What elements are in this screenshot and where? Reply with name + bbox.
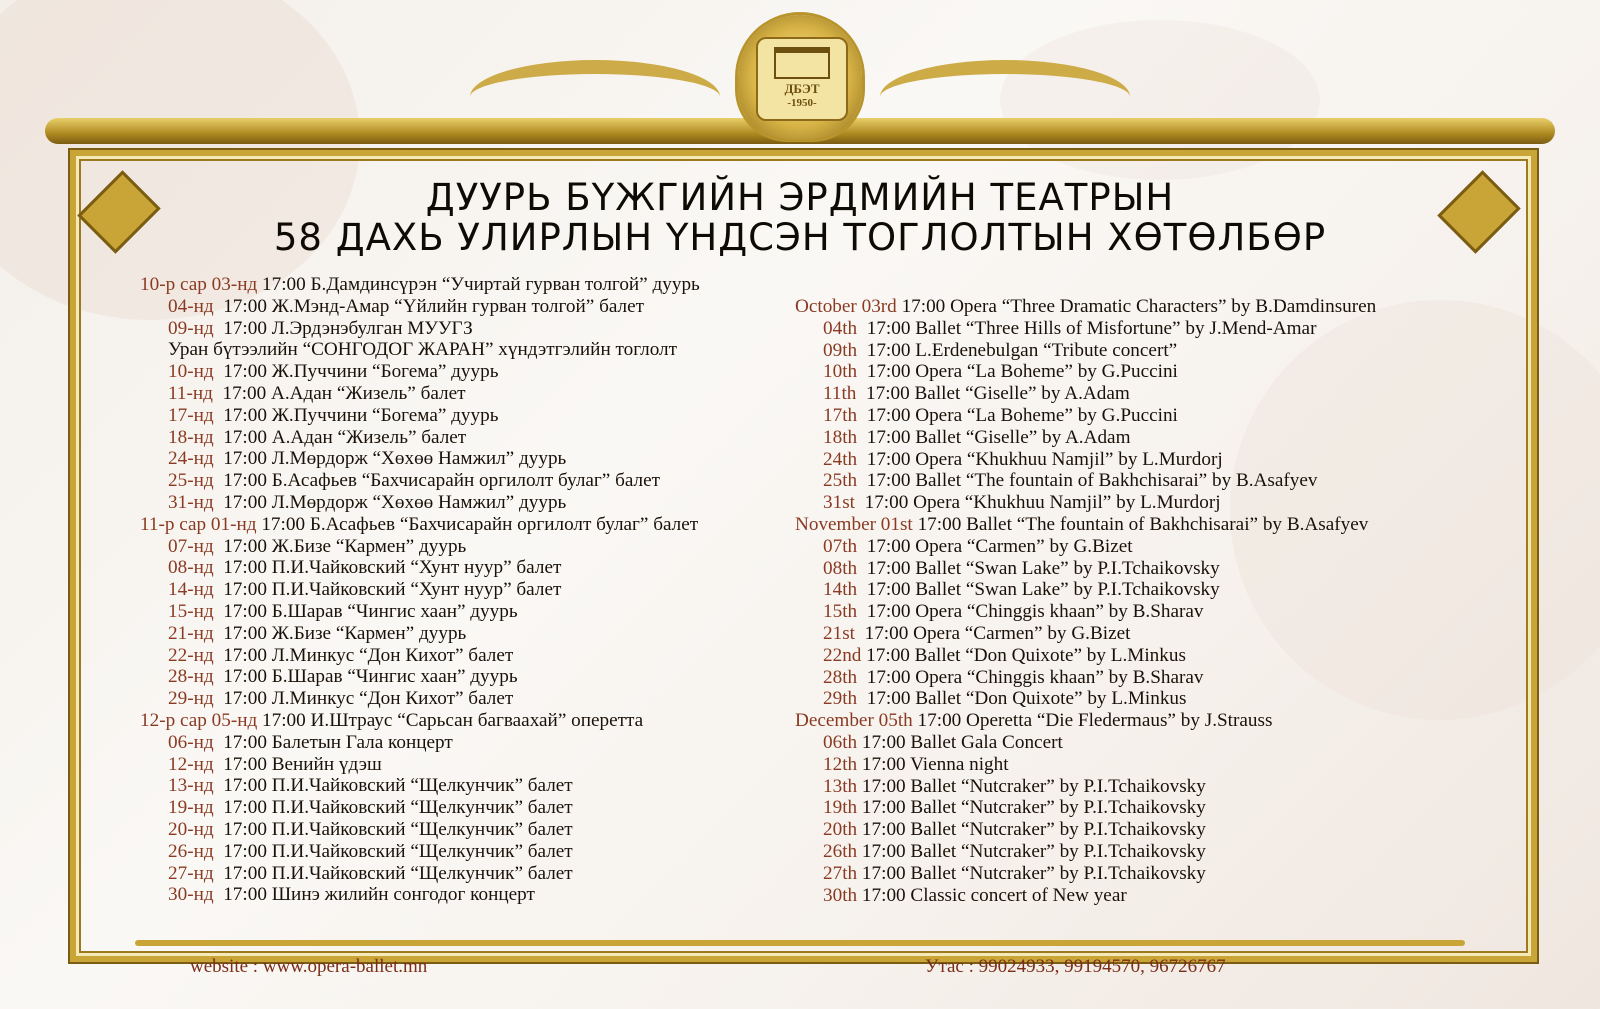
schedule-mongolian xyxy=(140,274,700,906)
schedule-event: 17:00 Ballet “The fountain of Bakhchisarai” by B.Asafyev xyxy=(857,470,1318,492)
schedule-row xyxy=(795,536,1376,558)
schedule-row xyxy=(795,601,1376,623)
schedule-event: 17:00 Opera “Khukhuu Namjil” by L.Murdorj xyxy=(855,492,1221,514)
schedule-row xyxy=(795,449,1376,471)
schedule-event: 17:00 П.И.Чайковский “Щелкунчик” балет xyxy=(213,797,573,819)
schedule-row xyxy=(140,448,700,470)
schedule-event: 17:00 Л.Эрдэнэбулган МУУГЗ xyxy=(213,317,473,339)
schedule-event: 17:00 Б.Асафьев “Бахчисарайн оргилолт булаг” балет xyxy=(256,513,699,535)
schedule-date: 04th xyxy=(823,317,858,339)
schedule-date: 31st xyxy=(823,492,855,514)
schedule-event: 17:00 Opera “Carmen” by G.Bizet xyxy=(857,535,1133,557)
schedule-date: 18th xyxy=(823,426,858,448)
footer-phone: Утас : 99024933, 99194570, 96726767 xyxy=(925,956,1226,977)
schedule-date: 08th xyxy=(823,557,858,579)
schedule-event: 17:00 Ж.Пуччини “Богема” дуурь xyxy=(213,404,499,426)
schedule-event: 17:00 Opera “La Boheme” by G.Puccini xyxy=(857,361,1178,383)
schedule-event: 17:00 Ballet “Giselle” by A.Adam xyxy=(856,383,1130,405)
schedule-row xyxy=(140,514,700,536)
schedule-row xyxy=(140,863,700,885)
schedule-date: 29th xyxy=(823,688,858,710)
theatre-crest-logo xyxy=(738,15,862,139)
schedule-event: 17:00 П.И.Чайковский “Щелкунчик” балет xyxy=(213,818,573,840)
schedule-event: 17:00 Ballet “Nutcraker” by P.I.Tchaikovsky xyxy=(857,819,1206,841)
schedule-event: 17:00 Ballet “Giselle” by A.Adam xyxy=(857,426,1131,448)
schedule-date: 24-нд xyxy=(168,448,214,470)
schedule-event: 17:00 Ballet Gala Concert xyxy=(857,731,1063,753)
schedule-event: 17:00 Opera “Carmen” by G.Bizet xyxy=(855,622,1131,644)
frame-bottom-bar xyxy=(135,940,1465,946)
schedule-date: 11th xyxy=(823,383,857,405)
schedule-date: 08-нд xyxy=(168,557,214,579)
schedule-date: 22nd xyxy=(823,644,862,666)
schedule-event: 17:00 Л.Мөрдорж “Хөхөө Намжил” дуурь xyxy=(213,491,567,513)
schedule-date: December 05th xyxy=(795,710,913,732)
schedule-row xyxy=(795,296,1376,318)
schedule-row xyxy=(140,688,700,710)
schedule-date: 07-нд xyxy=(168,535,214,557)
schedule-date: 25th xyxy=(823,470,858,492)
schedule-row xyxy=(140,557,700,579)
schedule-date: 10th xyxy=(823,361,858,383)
schedule-date: 20th xyxy=(823,819,858,841)
schedule-date: 11-р сар 01-нд xyxy=(140,513,257,535)
schedule-event: 17:00 Ballet “Nutcraker” by P.I.Tchaikovsky xyxy=(857,840,1206,862)
schedule-date: 19th xyxy=(823,797,858,819)
schedule-date: 10-р сар 03-нд xyxy=(140,274,258,295)
schedule-date: 06th xyxy=(823,731,858,753)
schedule-row xyxy=(795,863,1376,885)
right-ornament xyxy=(880,60,1130,134)
schedule-date: October 03rd xyxy=(795,296,897,317)
schedule-event: 17:00 Балетын Гала концерт xyxy=(213,731,453,753)
schedule-event: 17:00 Vienna night xyxy=(857,753,1009,775)
schedule-row xyxy=(795,667,1376,689)
schedule-date: 12th xyxy=(823,753,858,775)
schedule-event: 17:00 П.И.Чайковский “Щелкунчик” балет xyxy=(213,862,573,884)
schedule-row xyxy=(140,841,700,863)
schedule-date: 27-нд xyxy=(168,862,214,884)
schedule-row xyxy=(795,645,1376,667)
schedule-event: 17:00 П.И.Чайковский “Хунт нуур” балет xyxy=(213,579,562,601)
schedule-event: 17:00 Б.Шарав “Чингис хаан” дуурь xyxy=(213,666,518,688)
schedule-date: 18-нд xyxy=(168,426,214,448)
schedule-date: 04-нд xyxy=(168,295,214,317)
schedule-date: 21st xyxy=(823,622,855,644)
schedule-date: 13th xyxy=(823,775,858,797)
schedule-date: 15-нд xyxy=(168,600,214,622)
schedule-row xyxy=(795,340,1376,362)
schedule-date: 26-нд xyxy=(168,840,214,862)
schedule-date: November 01st xyxy=(795,513,913,535)
schedule-date: 28-нд xyxy=(168,666,214,688)
schedule-event: 17:00 Ballet “Don Quixote” by L.Minkus xyxy=(857,688,1187,710)
schedule-row xyxy=(795,427,1376,449)
schedule-row xyxy=(795,754,1376,776)
schedule-row xyxy=(795,492,1376,514)
schedule-event: 17:00 Л.Мөрдорж “Хөхөө Намжил” дуурь xyxy=(213,448,567,470)
schedule-row xyxy=(140,383,700,405)
schedule-event: 17:00 П.И.Чайковский “Щелкунчик” балет xyxy=(213,840,573,862)
schedule-event: 17:00 Б.Асафьев “Бахчисарайн оргилолт булаг” балет xyxy=(213,470,661,492)
schedule-row xyxy=(140,666,700,688)
schedule-row xyxy=(795,732,1376,754)
schedule-date: 27th xyxy=(823,862,858,884)
schedule-event: 17:00 Венийн үдэш xyxy=(213,753,382,775)
schedule-event: 17:00 Шинэ жилийн сонгодог концерт xyxy=(213,884,535,906)
schedule-event: 17:00 Ballet “Don Quixote” by L.Minkus xyxy=(861,644,1186,666)
schedule-row xyxy=(795,623,1376,645)
schedule-row xyxy=(795,885,1376,907)
schedule-date: 31-нд xyxy=(168,491,214,513)
schedule-event: 17:00 Opera “Chinggis khaan” by B.Sharav xyxy=(857,666,1204,688)
crest-emblem xyxy=(756,37,848,121)
schedule-date: 13-нд xyxy=(168,775,214,797)
schedule-date: 12-нд xyxy=(168,753,214,775)
schedule-date: 28th xyxy=(823,666,858,688)
schedule-event: 17:00 Ж.Бизе “Кармен” дуурь xyxy=(213,622,467,644)
schedule-date: 30-нд xyxy=(168,884,214,906)
schedule-event: 17:00 А.Адан “Жизель” балет xyxy=(213,426,467,448)
schedule-row xyxy=(140,623,700,645)
schedule-row xyxy=(795,514,1376,536)
schedule-event: 17:00 Ballet “Nutcraker” by P.I.Tchaikovsky xyxy=(857,775,1206,797)
schedule-row xyxy=(140,274,700,296)
schedule-event: 17:00 Л.Минкус “Дон Кихот” балет xyxy=(213,688,514,710)
schedule-event: 17:00 Ballet “Three Hills of Misfortune” by J.Mend-Amar xyxy=(857,317,1317,339)
schedule-date: 14-нд xyxy=(168,579,214,601)
schedule-row xyxy=(795,318,1376,340)
schedule-event: 17:00 Ballet “Nutcraker” by P.I.Tchaikovsky xyxy=(857,797,1206,819)
schedule-event: 17:00 Ballet “Swan Lake” by P.I.Tchaikovsky xyxy=(857,557,1220,579)
schedule-date: 09th xyxy=(823,339,858,361)
schedule-row xyxy=(140,797,700,819)
schedule-english xyxy=(795,296,1376,906)
schedule-row xyxy=(140,710,700,732)
schedule-event: 17:00 Ж.Бизе “Кармен” дуурь xyxy=(213,535,467,557)
schedule-row xyxy=(795,361,1376,383)
schedule-event: 17:00 Opera “La Boheme” by G.Puccini xyxy=(857,404,1178,426)
schedule-row xyxy=(795,819,1376,841)
schedule-row xyxy=(795,841,1376,863)
page-title-line1: ДУУРЬ БҮЖГИЙН ЭРДМИЙН ТЕАТРЫН xyxy=(425,176,1175,219)
schedule-row xyxy=(140,361,700,383)
schedule-row xyxy=(140,339,700,361)
schedule-event: 17:00 Classic concert of New year xyxy=(857,884,1127,906)
building-icon xyxy=(774,47,830,79)
schedule-event: 17:00 А.Адан “Жизель” балет xyxy=(212,382,466,404)
schedule-event: Уран бүтээлийн “СОНГОДОГ ЖАРАН” хүндэтгэлийн тоглолт xyxy=(168,339,678,361)
schedule-date: 30th xyxy=(823,884,858,906)
schedule-row xyxy=(795,405,1376,427)
schedule-date: 12-р сар 05-нд xyxy=(140,709,258,731)
schedule-row xyxy=(795,558,1376,580)
schedule-date: 24th xyxy=(823,448,858,470)
schedule-event: 17:00 Opera “Khukhuu Namjil” by L.Murdorj xyxy=(857,448,1223,470)
schedule-event: 17:00 Operetta “Die Fledermaus” by J.Strauss xyxy=(912,710,1273,732)
schedule-date: 06-нд xyxy=(168,731,214,753)
schedule-event: 17:00 Opera “Three Dramatic Characters” by B.Damdinsuren xyxy=(896,296,1377,317)
schedule-row xyxy=(795,710,1376,732)
crest-year: -1950- xyxy=(787,97,817,109)
schedule-row xyxy=(140,884,700,906)
schedule-row xyxy=(140,579,700,601)
schedule-row xyxy=(140,775,700,797)
schedule-event: 17:00 Б.Дамдинсүрэн “Учиртай гурван толгой” дуурь xyxy=(257,274,700,295)
schedule-row xyxy=(140,536,700,558)
schedule-row xyxy=(140,819,700,841)
schedule-row xyxy=(140,645,700,667)
schedule-date: 11-нд xyxy=(168,382,213,404)
schedule-event: 17:00 L.Erdenebulgan “Tribute concert” xyxy=(857,339,1178,361)
schedule-date: 15th xyxy=(823,601,858,623)
schedule-row xyxy=(140,405,700,427)
schedule-event: 17:00 И.Штраус “Сарьсан багваахай” оперетта xyxy=(257,709,644,731)
schedule-event: 17:00 Ж.Мэнд-Амар “Үйлийн гурван толгой” балет xyxy=(213,295,644,317)
schedule-row xyxy=(140,601,700,623)
schedule-date: 09-нд xyxy=(168,317,214,339)
schedule-date: 25-нд xyxy=(168,470,214,492)
page-title-line2: 58 ДАХЬ УЛИРЛЫН ҮНДСЭН ТОГЛОЛТЫН ХӨТӨЛБӨР xyxy=(273,216,1327,259)
schedule-event: 17:00 Ballet “Swan Lake” by P.I.Tchaikovsky xyxy=(857,579,1220,601)
schedule-row xyxy=(140,754,700,776)
schedule-row xyxy=(795,470,1376,492)
schedule-date: 10-нд xyxy=(168,361,214,383)
schedule-event: 17:00 П.И.Чайковский “Хунт нуур” балет xyxy=(213,557,562,579)
schedule-date: 26th xyxy=(823,840,858,862)
schedule-row xyxy=(140,296,700,318)
schedule-event: 17:00 Opera “Chinggis khaan” by B.Sharav xyxy=(857,601,1204,623)
schedule-date: 19-нд xyxy=(168,797,214,819)
schedule-date: 20-нд xyxy=(168,818,214,840)
schedule-date: 14th xyxy=(823,579,858,601)
schedule-event: 17:00 П.И.Чайковский “Щелкунчик” балет xyxy=(213,775,573,797)
schedule-event: 17:00 Ballet “Nutcraker” by P.I.Tchaikovsky xyxy=(857,862,1206,884)
schedule-date: 21-нд xyxy=(168,622,214,644)
schedule-row xyxy=(795,797,1376,819)
schedule-row xyxy=(140,492,700,514)
schedule-row xyxy=(140,732,700,754)
schedule-row xyxy=(795,688,1376,710)
schedule-date: 07th xyxy=(823,535,858,557)
schedule-row xyxy=(140,427,700,449)
schedule-event: 17:00 Л.Минкус “Дон Кихот” балет xyxy=(213,644,514,666)
schedule-date: 29-нд xyxy=(168,688,214,710)
schedule-row xyxy=(140,470,700,492)
schedule-row xyxy=(795,776,1376,798)
schedule-event: 17:00 Б.Шарав “Чингис хаан” дуурь xyxy=(213,600,518,622)
schedule-event: 17:00 Ж.Пуччини “Богема” дуурь xyxy=(213,361,499,383)
schedule-row xyxy=(795,383,1376,405)
crest-text: ДБЭТ xyxy=(784,81,820,96)
schedule-date: 17th xyxy=(823,404,858,426)
schedule-date: 22-нд xyxy=(168,644,214,666)
schedule-date: 17-нд xyxy=(168,404,214,426)
schedule-event: 17:00 Ballet “The fountain of Bakhchisarai” by B.Asafyev xyxy=(912,513,1369,535)
schedule-row xyxy=(140,318,700,340)
schedule-row xyxy=(795,579,1376,601)
footer-website: website : www.opera-ballet.mn xyxy=(190,956,428,977)
left-ornament xyxy=(470,60,720,134)
